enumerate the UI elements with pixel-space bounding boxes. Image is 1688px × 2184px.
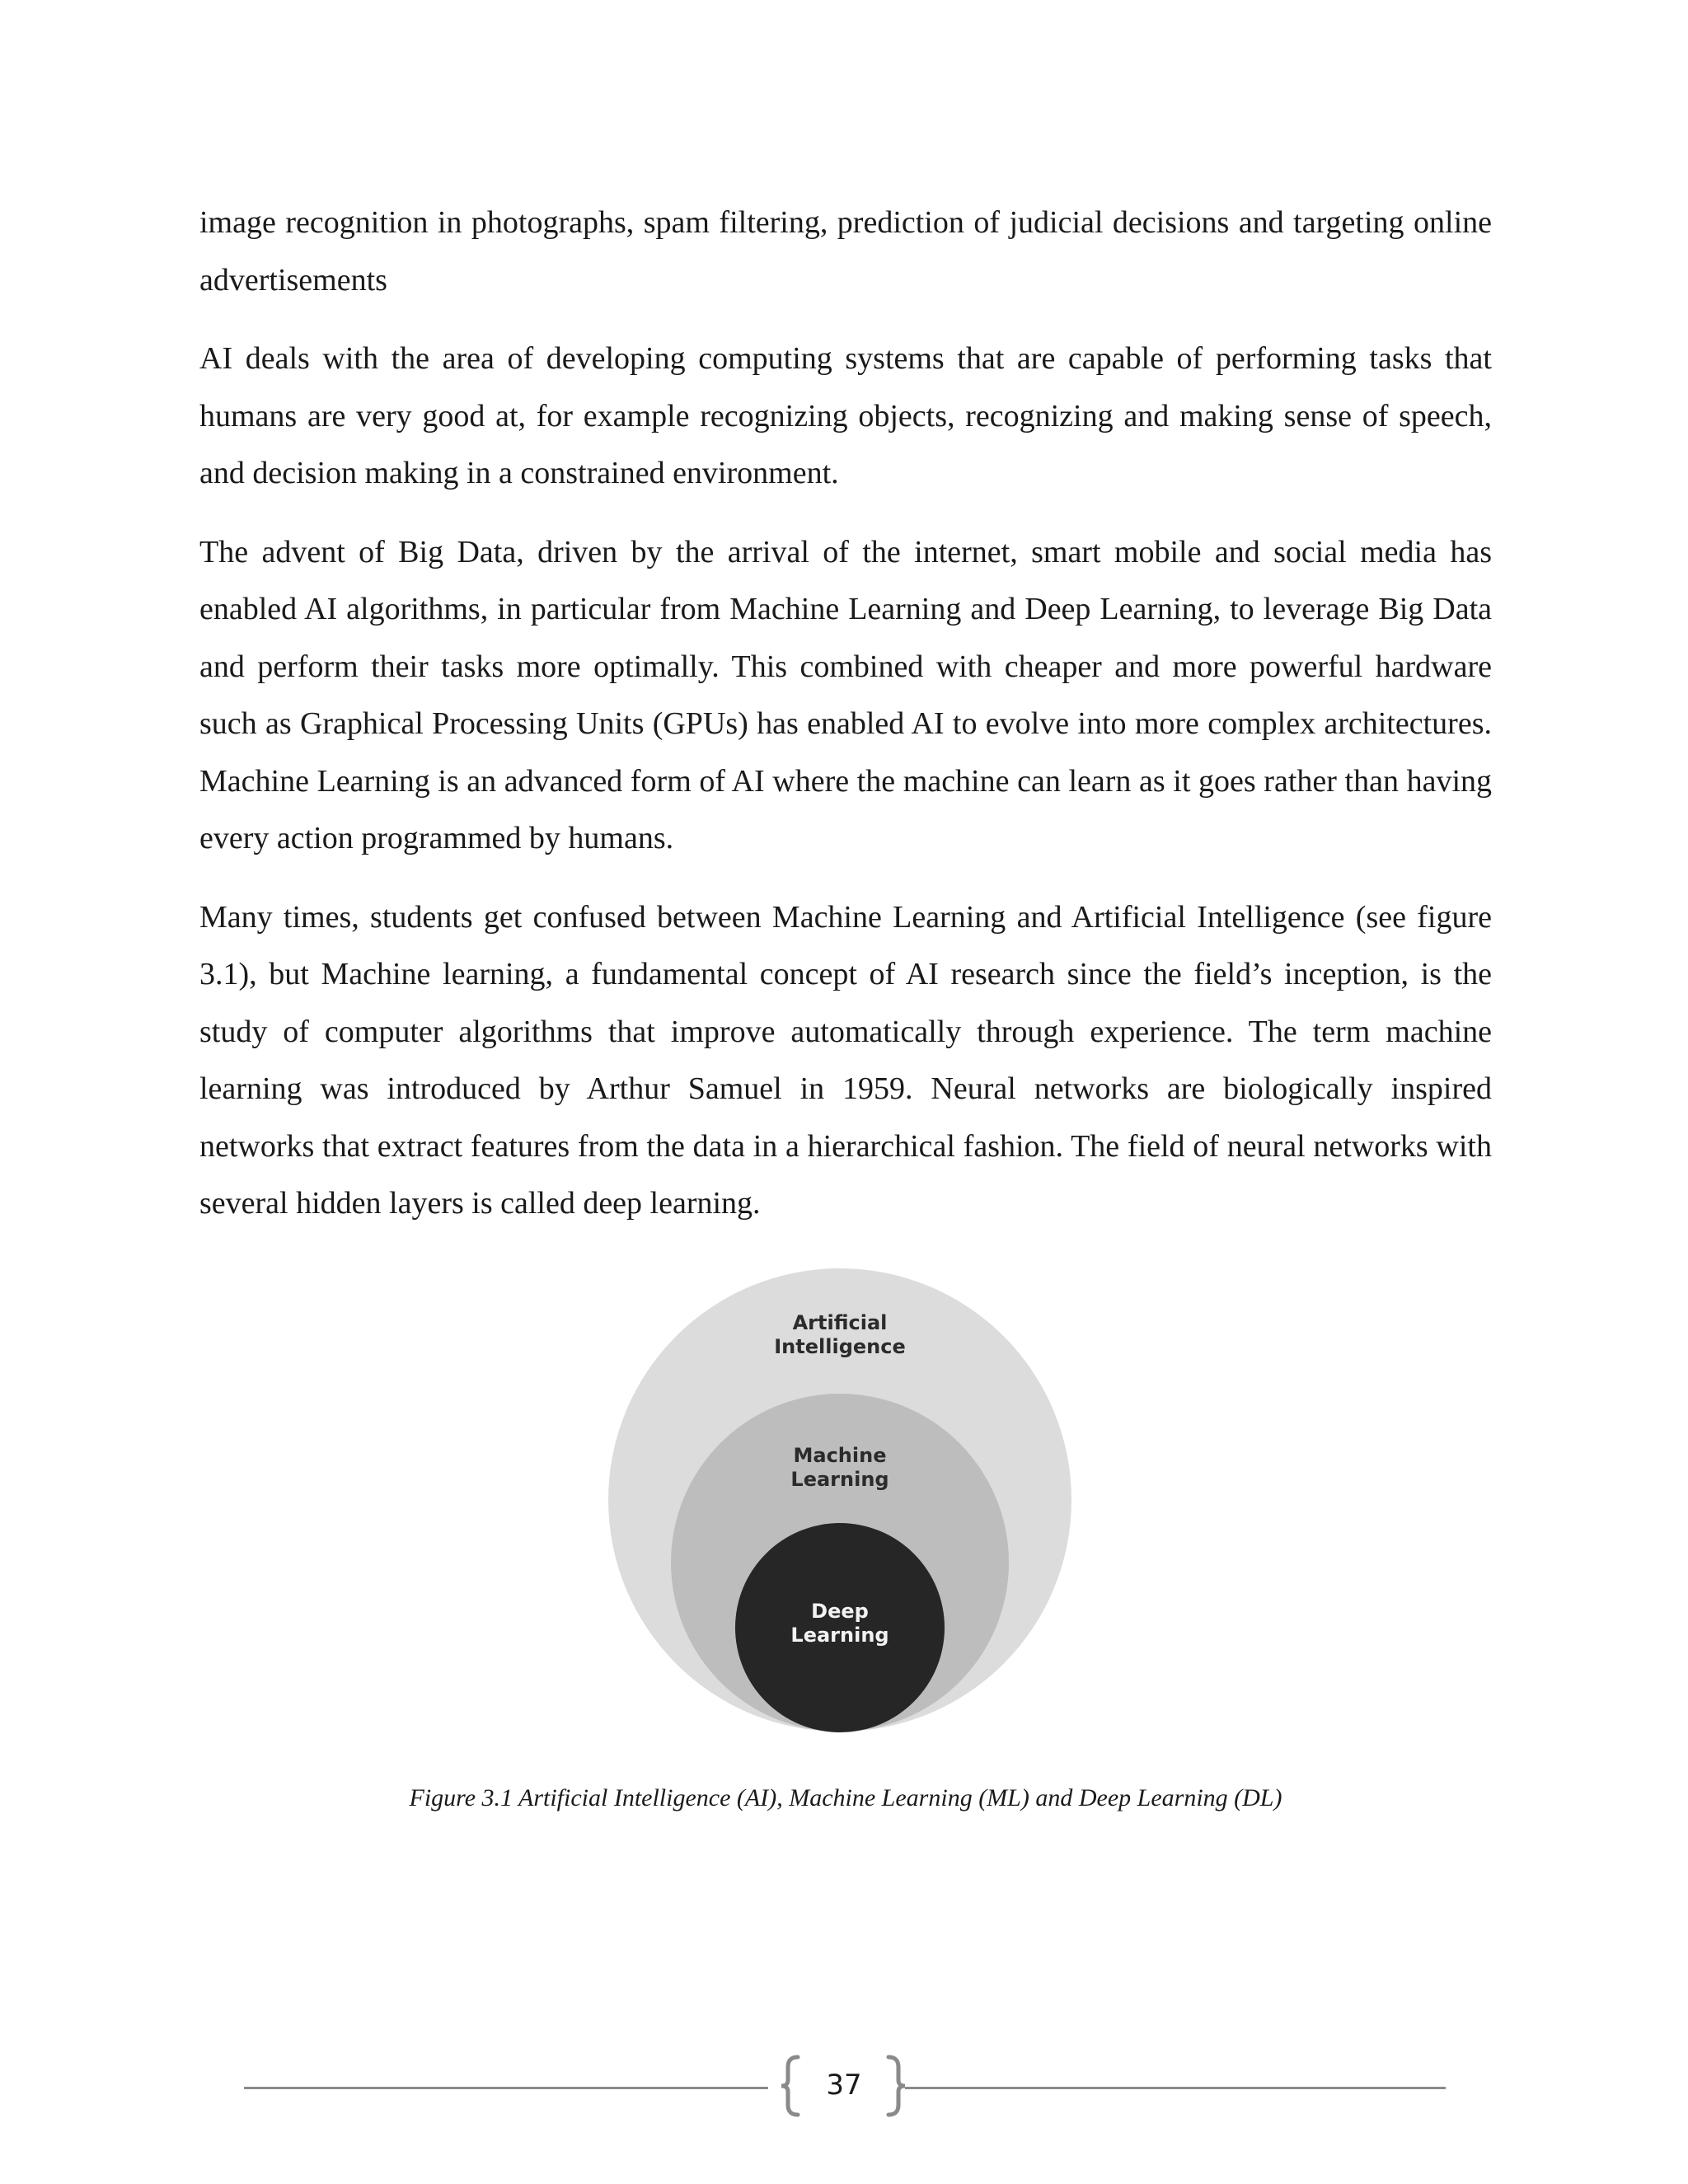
artificial-intelligence-label-line2: Intelligence xyxy=(774,1335,906,1358)
body-text xyxy=(199,194,1492,1254)
machine-learning-label-line1: Machine xyxy=(793,1444,887,1467)
paragraph-2: AI deals with the area of developing computing systems that are capable of performing tasks that humans are very good at, for example recognizing objects, recognizing and making sense of speech, and decision making in a constrained environment. xyxy=(199,341,1492,490)
paragraph-4: Many times, students get confused between Machine Learning and Artificial Intelligence (see figure 3.1), but Machine learning, a fundamental concept of AI research since the field’s inception, is the study of computer algorithms that improve automatically through experience. The term machine learning was introduced by Arthur Samuel in 1959. Neural networks are biologically inspired networks that extract features from the data in a hierarchical fashion. The field of neural networks with several hidden layers is called deep learning. xyxy=(199,899,1492,1221)
left-brace-icon xyxy=(778,2054,803,2118)
page-number: 37 xyxy=(826,2069,862,2102)
ai-ml-dl-diagram xyxy=(607,1266,1073,1736)
deep-learning-label-line2: Learning xyxy=(790,1624,889,1647)
nested-circles-svg xyxy=(607,1266,1073,1736)
paragraph-1: image recognition in photographs, spam filtering, prediction of judicial decisions and targeting online advertisements xyxy=(199,205,1492,298)
right-brace-icon xyxy=(884,2054,908,2118)
artificial-intelligence-label-line1: Artificial xyxy=(792,1311,888,1334)
page-footer xyxy=(244,2054,1447,2123)
figure-caption: Figure 3.1 Artificial Intelligence (AI), Machine Learning (ML) and Deep Learning (DL) xyxy=(409,1784,1282,1811)
machine-learning-label-line2: Learning xyxy=(790,1468,889,1491)
paragraph-3: The advent of Big Data, driven by the arrival of the internet, smart mobile and social media has enabled AI algorithms, in particular from Machine Learning and Deep Learning, to leverage Big Data and perform their tasks more optimally. This combined with cheaper and more powerful hardware such as Graphical Processing Units (GPUs) has enabled AI to evolve into more complex architectures. Machine Learning is an advanced form of AI where the machine can learn as it goes rather than having every action programmed by humans. xyxy=(199,534,1492,855)
footer-rule-left xyxy=(244,2087,768,2089)
footer-rule-right xyxy=(905,2087,1446,2089)
deep-learning-label-line1: Deep xyxy=(811,1600,869,1623)
